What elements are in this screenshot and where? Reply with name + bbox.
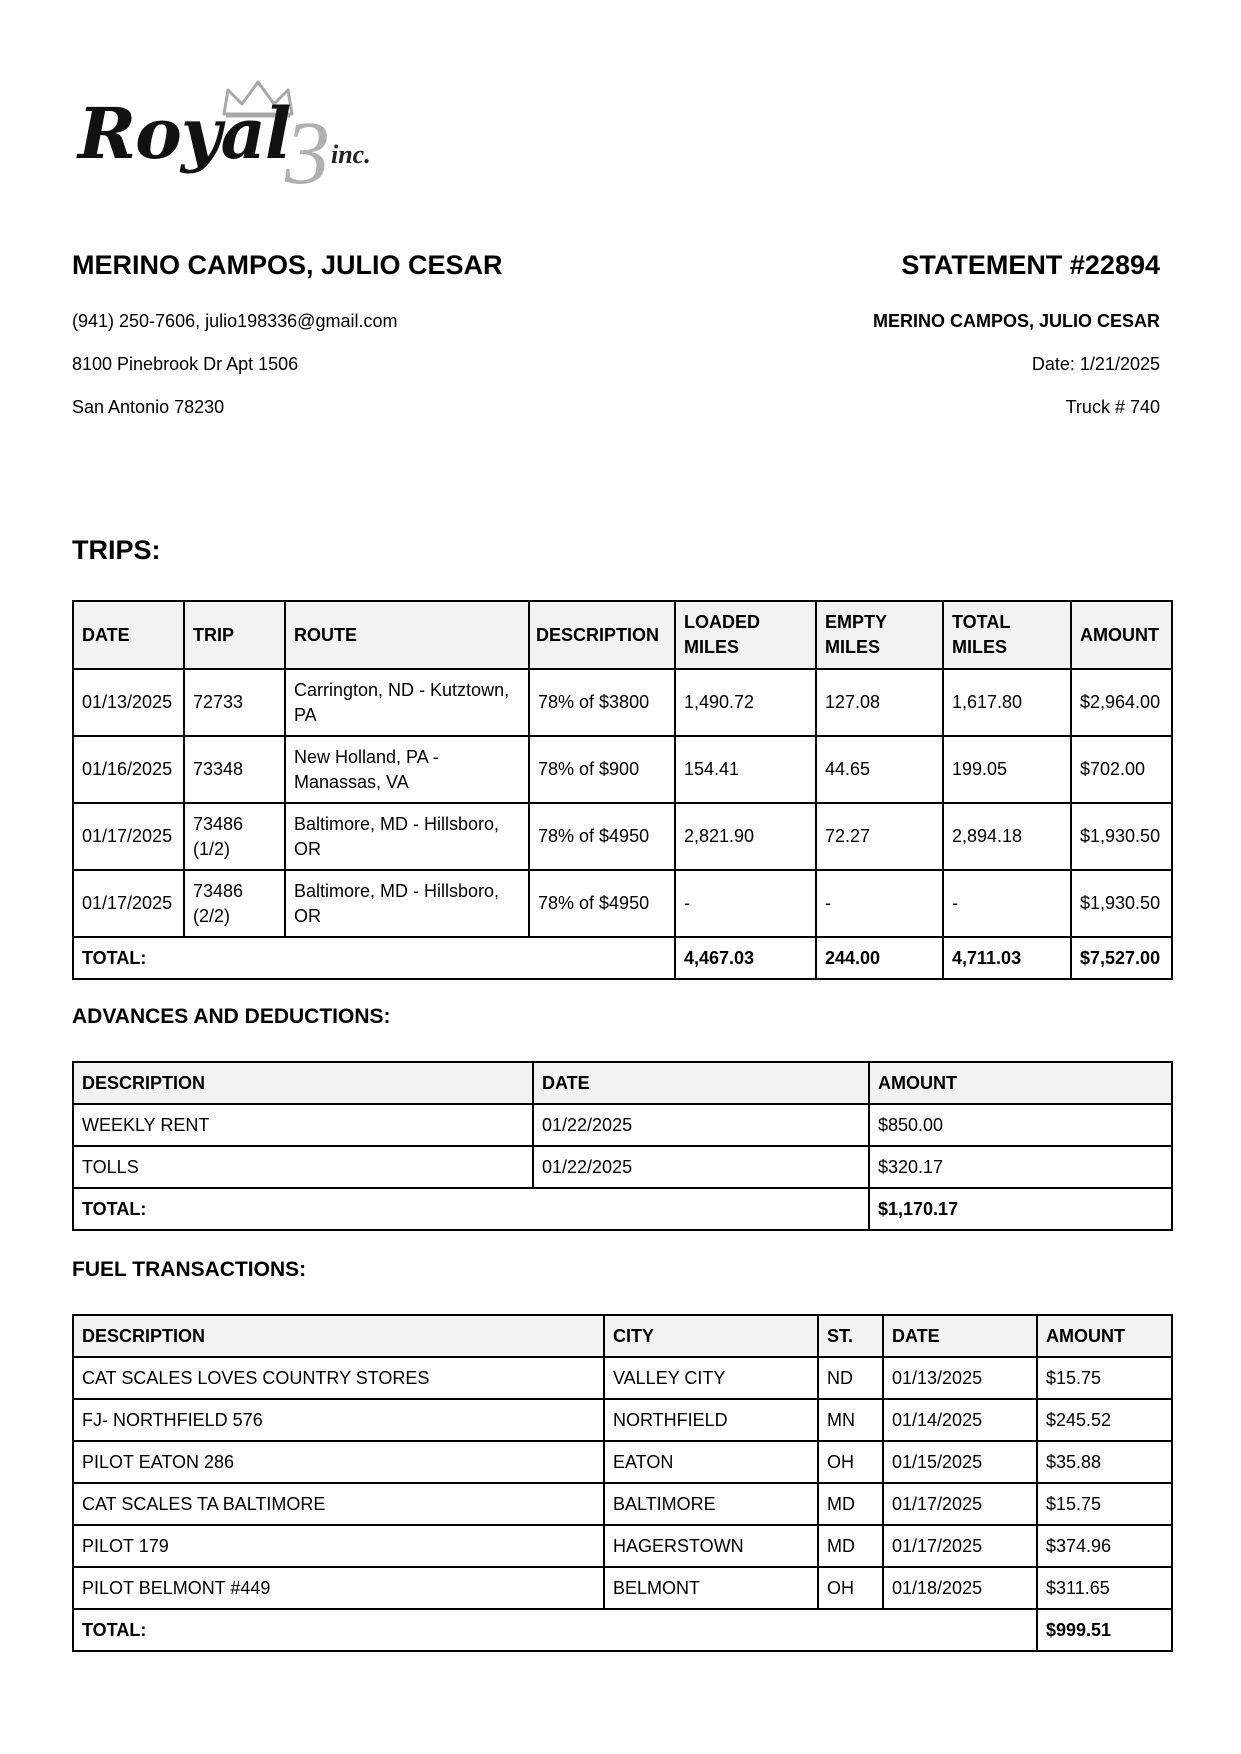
driver-address: 8100 Pinebrook Dr Apt 1506 [72,354,299,374]
fuel-city: BELMONT [604,1567,818,1609]
trip-date: 01/17/2025 [73,870,184,937]
trip-total: - [943,870,1071,937]
trip-loaded: 2,821.90 [675,803,816,870]
fuel-amount: $311.65 [1037,1567,1172,1609]
truck-number: Truck # 740 [1065,397,1160,417]
statement-date: Date: 1/21/2025 [1031,354,1160,374]
table-row [73,803,1172,870]
trips-title: TRIPS: [72,535,161,565]
fuel-state: ND [818,1357,883,1399]
advances-total-row [73,1188,1172,1230]
col-total-miles: TOTAL MILES [943,601,1071,669]
advance-date: 01/22/2025 [533,1104,869,1146]
advance-description: TOLLS [73,1146,533,1188]
col-trip: TRIP [184,601,285,669]
fuel-description: PILOT 179 [73,1525,604,1567]
logo-number: 3 [285,104,330,203]
fuel-city: EATON [604,1441,818,1483]
col-state: ST. [818,1315,883,1357]
fuel-date: 01/14/2025 [883,1399,1037,1441]
fuel-date: 01/17/2025 [883,1525,1037,1567]
col-route: ROUTE [285,601,529,669]
trip-description: 78% of $4950 [529,803,675,870]
fuel-state: MD [818,1525,883,1567]
col-amount: AMOUNT [1071,601,1172,669]
advance-description: WEEKLY RENT [73,1104,533,1146]
fuel-city: BALTIMORE [604,1483,818,1525]
fuel-city: VALLEY CITY [604,1357,818,1399]
fuel-amount: $245.52 [1037,1399,1172,1441]
fuel-description: FJ- NORTHFIELD 576 [73,1399,604,1441]
advance-date: 01/22/2025 [533,1146,869,1188]
driver-contact: (941) 250-7606, julio198336@gmail.com [72,311,398,331]
trip-amount: $1,930.50 [1071,870,1172,937]
fuel-description: CAT SCALES LOVES COUNTRY STORES [73,1357,604,1399]
col-description: DESCRIPTION [73,1062,533,1104]
trip-total: 199.05 [943,736,1071,803]
fuel-city: NORTHFIELD [604,1399,818,1441]
trip-number: 72733 [184,669,285,736]
trip-description: 78% of $4950 [529,870,675,937]
table-row [73,1567,1172,1609]
trips-header-row [73,601,1172,669]
table-row [73,1441,1172,1483]
total-label: TOTAL: [73,1188,869,1230]
total-amount: $1,170.17 [869,1188,1172,1230]
fuel-total-row [73,1609,1172,1651]
table-row [73,1357,1172,1399]
fuel-date: 01/17/2025 [883,1483,1037,1525]
fuel-state: MD [818,1483,883,1525]
trip-description: 78% of $3800 [529,669,675,736]
statement-title: STATEMENT #22894 [901,250,1160,280]
fuel-table [72,1314,1173,1652]
fuel-description: CAT SCALES TA BALTIMORE [73,1483,604,1525]
col-date: DATE [883,1315,1037,1357]
trip-loaded: 1,490.72 [675,669,816,736]
advances-title: ADVANCES AND DEDUCTIONS: [72,1005,391,1028]
trip-date: 01/17/2025 [73,803,184,870]
col-amount: AMOUNT [1037,1315,1172,1357]
total-miles: 4,711.03 [943,937,1071,979]
col-description: DESCRIPTION [73,1315,604,1357]
trip-empty: 72.27 [816,803,943,870]
trip-route: Baltimore, MD - Hillsboro, OR [285,803,529,870]
fuel-state: OH [818,1567,883,1609]
trip-route: Carrington, ND - Kutztown, PA [285,669,529,736]
col-amount: AMOUNT [869,1062,1172,1104]
fuel-title: FUEL TRANSACTIONS: [72,1258,307,1281]
trip-empty: - [816,870,943,937]
total-label: TOTAL: [73,937,675,979]
advances-table [72,1061,1173,1231]
table-row [73,1483,1172,1525]
fuel-description: PILOT BELMONT #449 [73,1567,604,1609]
trip-number: 73486 (1/2) [184,803,285,870]
trip-loaded: - [675,870,816,937]
trip-total: 2,894.18 [943,803,1071,870]
trips-table [72,600,1173,980]
col-date: DATE [73,601,184,669]
trip-date: 01/13/2025 [73,669,184,736]
table-row [73,669,1172,736]
table-row [73,870,1172,937]
table-row [73,1399,1172,1441]
total-label: TOTAL: [73,1609,1037,1651]
advance-amount: $320.17 [869,1146,1172,1188]
trip-number: 73486 (2/2) [184,870,285,937]
fuel-state: MN [818,1399,883,1441]
trip-route: Baltimore, MD - Hillsboro, OR [285,870,529,937]
logo-suffix: inc. [331,140,371,169]
fuel-amount: $15.75 [1037,1357,1172,1399]
trip-amount: $702.00 [1071,736,1172,803]
total-amount: $999.51 [1037,1609,1172,1651]
table-row [73,736,1172,803]
trip-description: 78% of $900 [529,736,675,803]
trip-route: New Holland, PA - Manassas, VA [285,736,529,803]
col-city: CITY [604,1315,818,1357]
fuel-city: HAGERSTOWN [604,1525,818,1567]
trip-empty: 44.65 [816,736,943,803]
fuel-amount: $35.88 [1037,1441,1172,1483]
trip-date: 01/16/2025 [73,736,184,803]
trip-amount: $2,964.00 [1071,669,1172,736]
col-empty-miles: EMPTY MILES [816,601,943,669]
fuel-header-row [73,1315,1172,1357]
trip-number: 73348 [184,736,285,803]
trips-total-row [73,937,1172,979]
company-logo [78,78,388,203]
driver-name: MERINO CAMPOS, JULIO CESAR [72,250,503,280]
logo-brand: Royal [78,92,291,175]
table-row [73,1146,1172,1188]
total-amount: $7,527.00 [1071,937,1172,979]
fuel-state: OH [818,1441,883,1483]
col-description: DESCRIPTION [529,601,675,669]
table-row [73,1104,1172,1146]
col-loaded-miles: LOADED MILES [675,601,816,669]
fuel-amount: $374.96 [1037,1525,1172,1567]
advance-amount: $850.00 [869,1104,1172,1146]
driver-city: San Antonio 78230 [72,397,225,417]
trip-loaded: 154.41 [675,736,816,803]
total-loaded: 4,467.03 [675,937,816,979]
trip-empty: 127.08 [816,669,943,736]
fuel-date: 01/15/2025 [883,1441,1037,1483]
total-empty: 244.00 [816,937,943,979]
table-row [73,1525,1172,1567]
trip-total: 1,617.80 [943,669,1071,736]
fuel-date: 01/18/2025 [883,1567,1037,1609]
col-date: DATE [533,1062,869,1104]
advances-header-row [73,1062,1172,1104]
fuel-amount: $15.75 [1037,1483,1172,1525]
fuel-date: 01/13/2025 [883,1357,1037,1399]
fuel-description: PILOT EATON 286 [73,1441,604,1483]
statement-name: MERINO CAMPOS, JULIO CESAR [872,311,1160,331]
trip-amount: $1,930.50 [1071,803,1172,870]
